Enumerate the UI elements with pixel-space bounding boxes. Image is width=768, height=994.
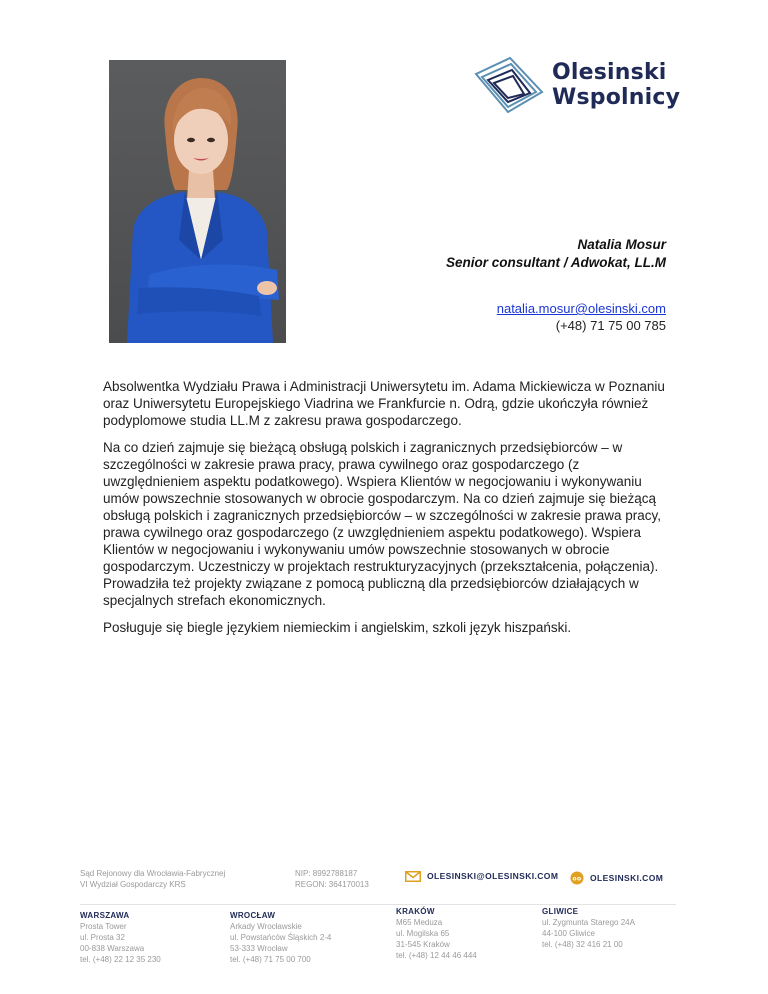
office-city: GLIWICE: [542, 907, 579, 916]
contact-block: [497, 300, 666, 334]
footer-divider: [80, 904, 676, 905]
office-line: Arkady Wrocławskie: [230, 922, 302, 931]
office-line: 00-838 Warszawa: [80, 944, 145, 953]
globe-icon: [570, 871, 584, 885]
svg-text:oo: oo: [572, 875, 582, 883]
office-line: M65 Meduza: [396, 918, 443, 927]
office-wroclaw: [230, 910, 331, 965]
office-line: tel. (+48) 32 416 21 00: [542, 940, 623, 949]
portrait-photo: [109, 60, 286, 343]
office-warszawa: [80, 910, 161, 965]
footer-email[interactable]: [405, 871, 558, 882]
logo-wordmark: [552, 60, 680, 110]
office-gliwice: [542, 906, 635, 950]
logo-line-1: Olesinski: [552, 60, 667, 85]
portrait-illustration: [109, 60, 286, 343]
footer-registry-info: [295, 868, 369, 890]
office-city: KRAKÓW: [396, 907, 435, 916]
footer-website-label: OLESINSKI.COM: [590, 872, 664, 883]
footer-court-info: [80, 868, 225, 890]
office-line: ul. Zygmunta Starego 24A: [542, 918, 635, 927]
biography: [103, 378, 673, 646]
person-name: Natalia Mosur: [577, 237, 666, 252]
office-city: WROCŁAW: [230, 911, 276, 920]
office-line: ul. Powstańców Śląskich 2-4: [230, 933, 332, 942]
office-line: tel. (+48) 22 12 35 230: [80, 955, 161, 964]
footer-email-label: OLESINSKI@OLESINSKI.COM: [427, 871, 559, 881]
footer-nip: NIP: 8992788187: [295, 869, 358, 878]
footer-court-line-1: Sąd Rejonowy dla Wrocławia-Fabrycznej: [80, 869, 226, 878]
footer-court-line-2: VI Wydział Gospodarczy KRS: [80, 880, 186, 889]
bio-paragraph-languages: Posługuje się biegle językiem niemieckim i angielskim, szkoli język hiszpański.: [103, 620, 572, 635]
company-logo: [470, 52, 690, 124]
office-line: tel. (+48) 12 44 46 444: [396, 951, 477, 960]
bio-paragraph-practice: Na co dzień zajmuje się bieżącą obsługą polskich i zagranicznych przedsiębiorców – w szczególności w zakresie prawa pracy, prawa cywilnego oraz gospodarczego (z uwzględnieniem aspektu podatkowego). Wspiera Klientów w negocjowaniu i wykonywaniu umów powszechnie stosowanych w obrocie gospodarczym. Na co dzień zajmuje się bieżącą obsługą polskich i zagranicznych przedsiębiorców – w szczególności w zakresie prawa pracy, prawa cywilnego oraz gospodarczego (z uwzględnieniem aspektu podatkowego). Wspiera Klientów w negocjowaniu i wykonywaniu umów powszechnie stosowanych w obrocie gospodarczym. Uczestniczy w projektach restrukturyzacyjnych (przekształcenia, połączenia). Prowadziła też projekty związane z pomocą publiczną dla przedsiębiorców działających w specjalnych strefach ekonomicznych.: [103, 440, 662, 608]
office-line: 44-100 Gliwice: [542, 929, 595, 938]
office-line: tel. (+48) 71 75 00 700: [230, 955, 311, 964]
office-line: 53-333 Wrocław: [230, 944, 288, 953]
footer-regon: REGON: 364170013: [295, 880, 369, 889]
footer-website[interactable]: [570, 871, 663, 885]
bio-paragraph-education: Absolwentka Wydziału Prawa i Administracji Uniwersytetu im. Adama Mickiewicza w Poznaniu oraz Uniwersytetu Europejskiego Viadrina we Frankfurcie n. Odrą, gdzie ukończyła również podyplomowe studia LL.M z zakresu prawa gospodarczego.: [103, 379, 665, 428]
person-role: Senior consultant / Adwokat, LL.M: [445, 255, 666, 270]
person-header: [446, 236, 666, 272]
office-line: Prosta Tower: [80, 922, 127, 931]
logo-emblem-icon: [470, 52, 548, 120]
office-city: WARSZAWA: [80, 911, 130, 920]
office-line: ul. Prosta 32: [80, 933, 125, 942]
logo-line-2: Wspolnicy: [552, 85, 681, 110]
phone-number: (+48) 71 75 00 785: [555, 318, 666, 333]
envelope-icon: [405, 871, 421, 882]
office-line: 31-545 Kraków: [396, 940, 450, 949]
office-krakow: [396, 906, 477, 961]
office-line: ul. Mogilska 65: [396, 929, 450, 938]
email-link[interactable]: natalia.mosur@olesinski.com: [496, 301, 666, 316]
